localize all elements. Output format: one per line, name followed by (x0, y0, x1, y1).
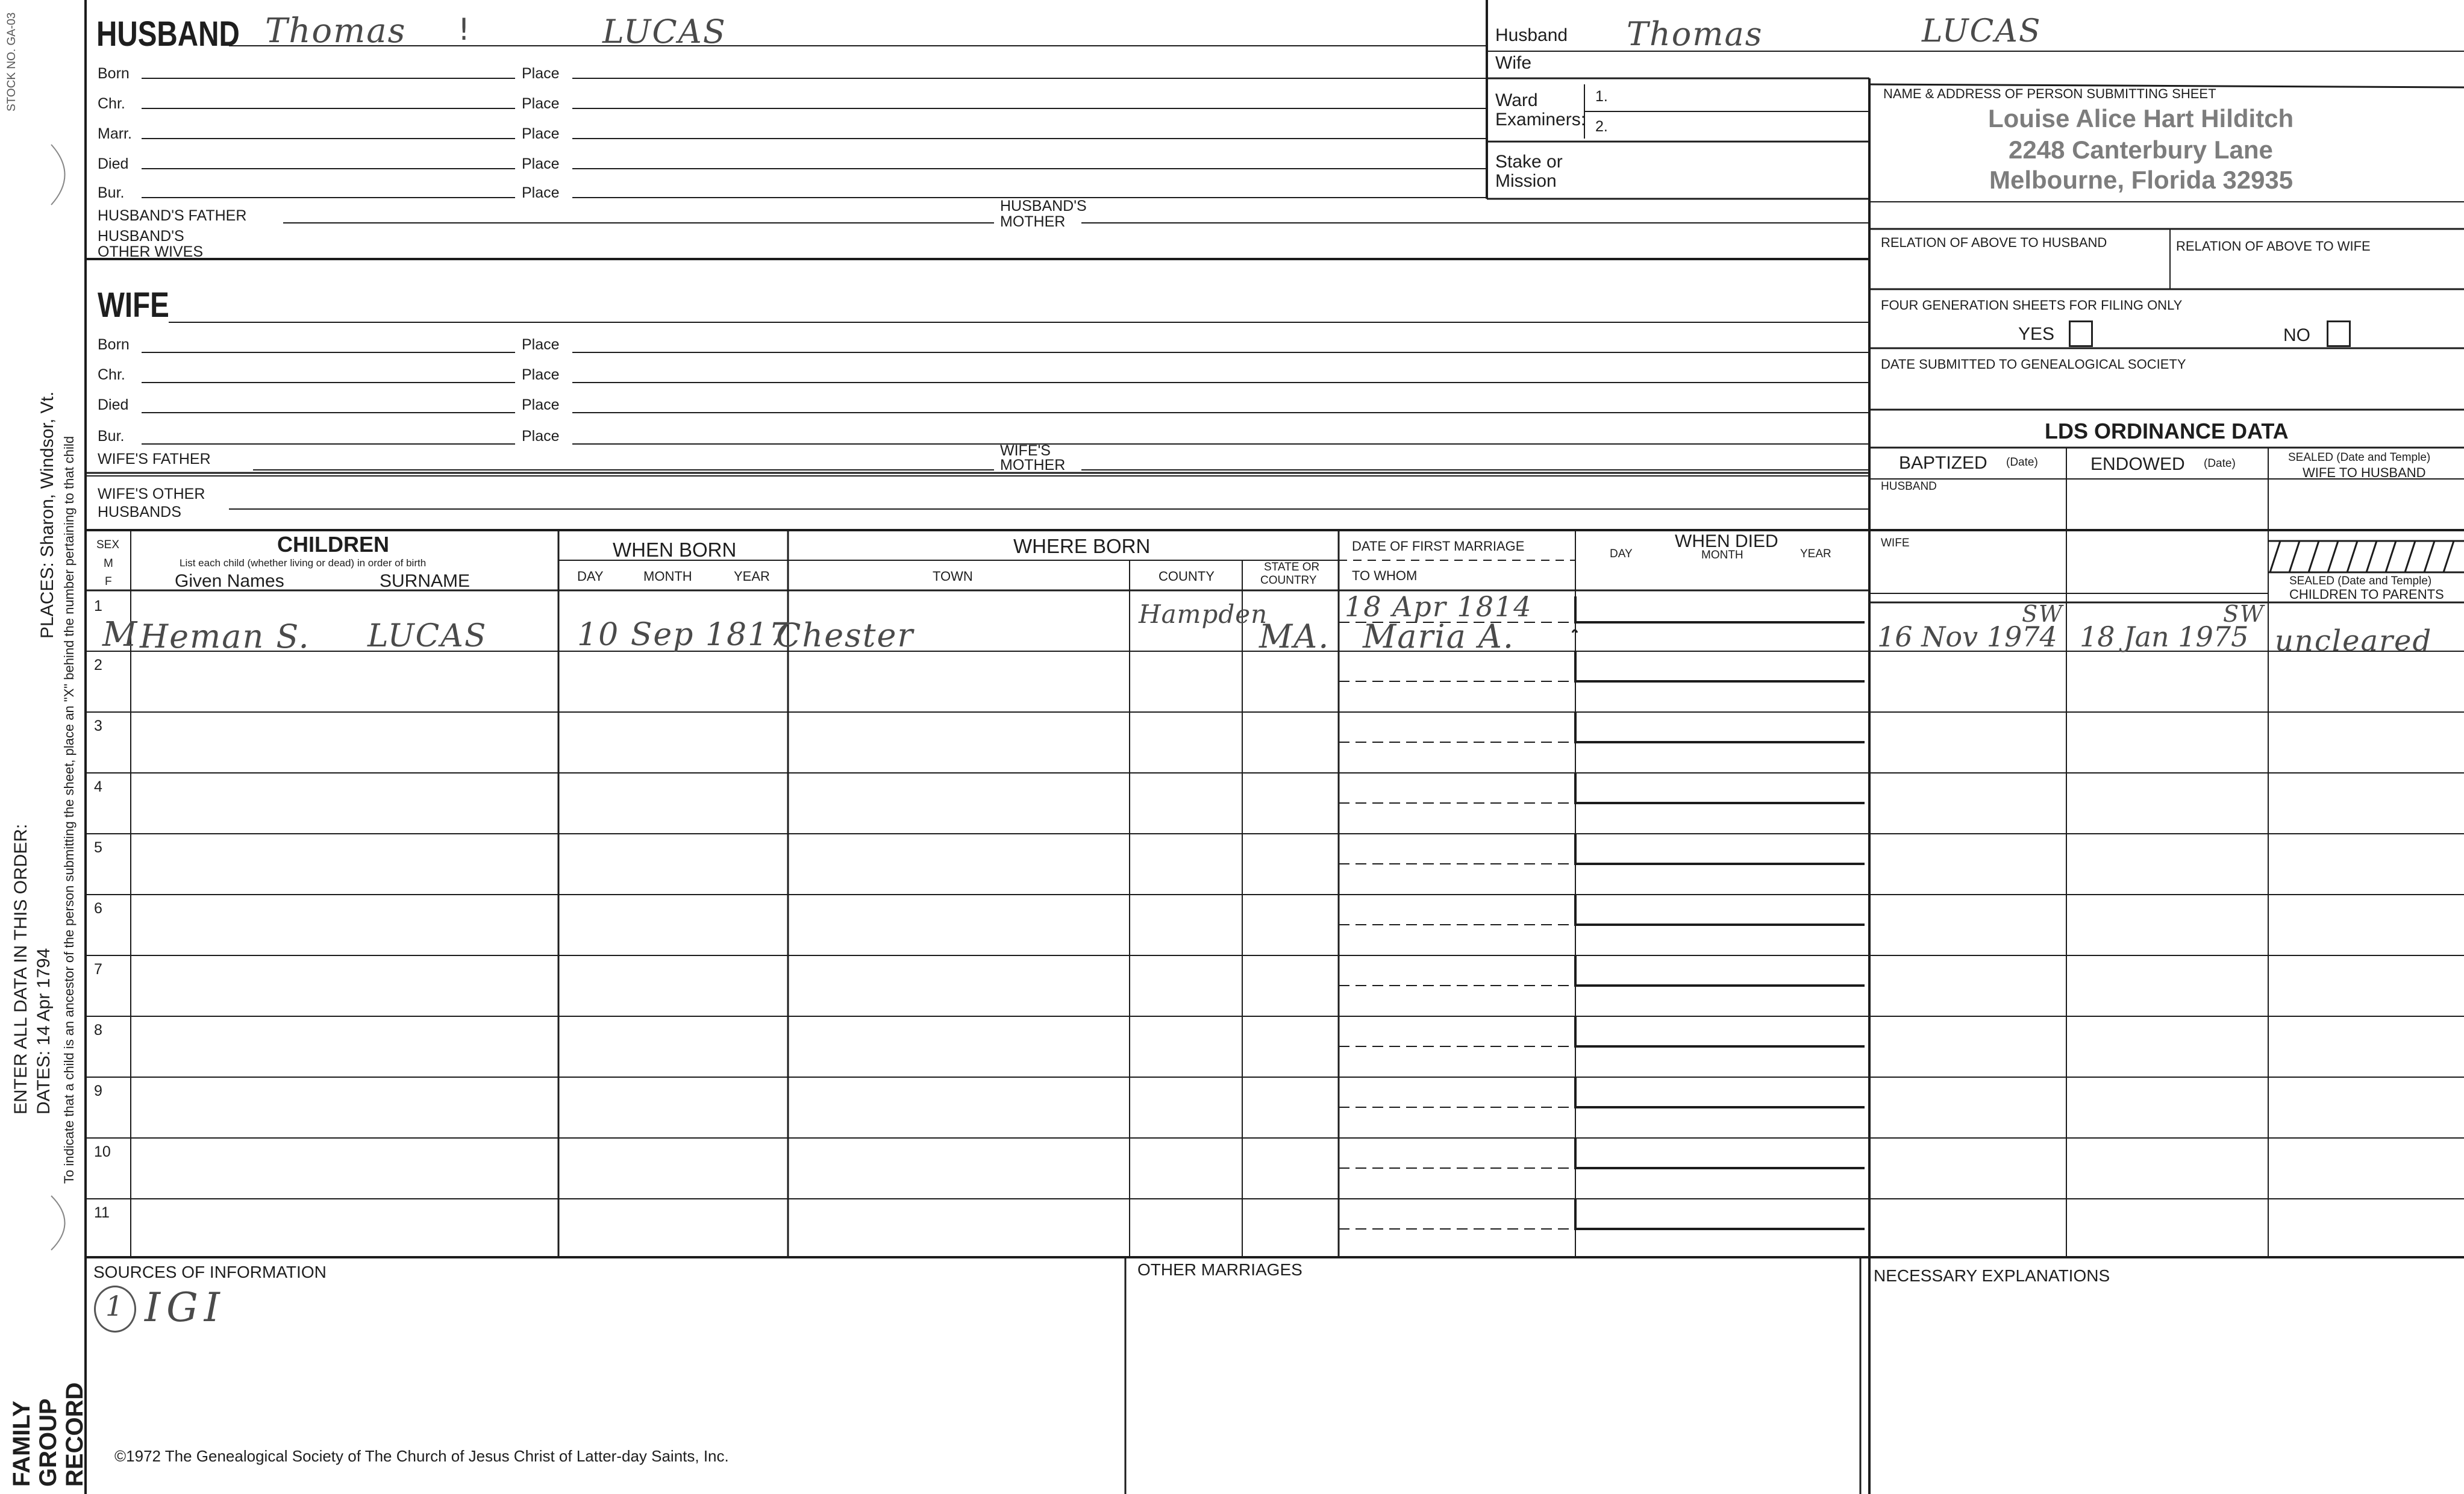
wife-died-place-label: Place (522, 396, 560, 413)
row-number: 7 (94, 961, 102, 978)
husband-born-place-label: Place (522, 65, 560, 82)
child1-sealed[interactable]: uncleared (2275, 624, 2433, 658)
sex-f: F (105, 575, 112, 588)
wife-mother-label-1: WIFE'S (1000, 442, 1051, 459)
family-group-record-line: FAMILY (8, 1401, 35, 1487)
husband-born-label: Born (98, 65, 130, 82)
lds-wife-label: WIFE (1881, 537, 1910, 549)
surname-header: SURNAME (380, 571, 471, 591)
sealed-children-header-2: CHILDREN TO PARENTS (2289, 587, 2444, 602)
yes-label: YES (2018, 324, 2055, 344)
examiner-2-number: 2. (1595, 118, 1608, 135)
source-1-number: 1 (105, 1290, 124, 1322)
child1-baptized-temple[interactable]: SW (2022, 601, 2064, 627)
died-day-header: DAY (1610, 548, 1633, 560)
child1-marriage-date[interactable]: 18 Apr 1814 (1345, 590, 1533, 623)
submitter-name[interactable]: Louise Alice Hart Hilditch (1988, 104, 2294, 133)
sources-label: SOURCES OF INFORMATION (93, 1263, 327, 1281)
no-checkbox[interactable] (2327, 320, 2351, 347)
husband-surname[interactable]: LUCAS (602, 13, 727, 51)
born-year-header: YEAR (734, 569, 770, 584)
row-number: 10 (94, 1143, 111, 1160)
husband-chr-label: Chr. (98, 95, 125, 112)
dates-example: DATES: 14 Apr 1794 (34, 948, 54, 1114)
wife-bur-label: Bur. (98, 428, 125, 445)
child1-given[interactable]: Heman S. (140, 617, 310, 655)
copyright-notice: ©1972 The Genealogical Society of The Church of Jesus Christ of Latter-day Saints, Inc. (114, 1447, 729, 1465)
husband-father-label: HUSBAND'S FATHER (98, 207, 247, 224)
died-year-header: YEAR (1800, 548, 1831, 560)
husband-other-wives-label-2: OTHER WIVES (98, 243, 204, 260)
row-number: 3 (94, 717, 102, 734)
state-header-2: COUNTRY (1260, 574, 1317, 587)
wife-other-husbands-label-2: HUSBANDS (98, 504, 181, 520)
wife-born-label: Born (98, 336, 130, 353)
family-group-record-line: GROUP (35, 1398, 61, 1487)
child1-sex[interactable]: M (102, 615, 139, 654)
necessary-explanations-label: NECESSARY EXPLANATIONS (1874, 1266, 2110, 1285)
child1-town[interactable]: Chester (776, 616, 915, 654)
yes-checkbox[interactable] (2069, 320, 2093, 347)
stock-number: STOCK NO. GA-03 (5, 12, 18, 111)
baptized-date-note: (Date) (2006, 456, 2038, 469)
husband-heading: HUSBAND (96, 14, 240, 54)
date-submitted-label: DATE SUBMITTED TO GENEALOGICAL SOCIETY (1881, 357, 2186, 372)
sealed-children-header-1: SEALED (Date and Temple) (2289, 575, 2432, 587)
child1-county[interactable]: Hampden (1139, 599, 1268, 629)
born-day-header: DAY (577, 569, 604, 584)
ward-husband-surname[interactable]: LUCAS (1922, 13, 2042, 49)
children-header: CHILDREN (277, 532, 389, 557)
town-header: TOWN (933, 569, 973, 584)
child1-to-whom[interactable]: Maria A. (1363, 617, 1515, 655)
husband-chr-place-label: Place (522, 95, 560, 112)
examiner-1-number: 1. (1595, 88, 1608, 105)
wife-chr-place-label: Place (522, 366, 560, 383)
husband-mother-label-2: MOTHER (1000, 213, 1066, 230)
ward-wife-label: Wife (1495, 53, 1531, 73)
husband-given-name-mark: ! (458, 12, 472, 47)
child1-baptized[interactable]: 16 Nov 1974 (1877, 620, 2057, 653)
other-marriages-label: OTHER MARRIAGES (1137, 1260, 1302, 1279)
child1-endowed[interactable]: 18 Jan 1975 (2080, 620, 2249, 653)
wife-died-label: Died (98, 396, 129, 413)
wife-other-husbands-label-1: WIFE'S OTHER (98, 486, 205, 502)
examiners-label: Examiners: (1495, 110, 1586, 130)
wife-chr-label: Chr. (98, 366, 125, 383)
child1-endowed-temple[interactable]: SW (2223, 601, 2265, 627)
row-number: 11 (94, 1204, 110, 1221)
family-group-record-title (8, 1383, 88, 1487)
endowed-date-note: (Date) (2204, 457, 2236, 470)
when-born-header: WHEN BORN (613, 539, 737, 561)
county-header: COUNTY (1159, 569, 1215, 584)
row-number: 6 (94, 900, 102, 917)
wife-heading: WIFE (98, 286, 169, 325)
source-number-circle (94, 1286, 136, 1333)
where-born-header: WHERE BORN (1013, 535, 1151, 557)
row-number: 5 (94, 839, 102, 856)
enter-all-data-label: ENTER ALL DATA IN THIS ORDER: (11, 824, 31, 1114)
given-names-header: Given Names (175, 571, 284, 591)
row-number: 1 (94, 598, 102, 614)
husband-died-label: Died (98, 155, 129, 172)
four-generation-label: FOUR GENERATION SHEETS FOR FILING ONLY (1881, 298, 2183, 313)
submitter-label: NAME & ADDRESS OF PERSON SUBMITTING SHEET (1883, 86, 2216, 101)
lds-title: LDS ORDINANCE DATA (2045, 419, 2289, 443)
husband-died-place-label: Place (522, 155, 560, 172)
husband-bur-label: Bur. (98, 184, 125, 201)
endowed-header: ENDOWED (2090, 454, 2185, 474)
husband-given-name[interactable]: Thomas (265, 11, 407, 51)
family-group-record-line: RECORD (61, 1382, 88, 1487)
first-marriage-header: DATE OF FIRST MARRIAGE (1352, 539, 1525, 554)
row-number: 2 (94, 657, 102, 674)
relation-to-wife-label: RELATION OF ABOVE TO WIFE (2176, 239, 2371, 254)
row-number: 8 (94, 1022, 102, 1039)
died-month-header: MONTH (1701, 549, 1743, 561)
stake-label: Stake or (1495, 152, 1563, 172)
wife-father-label: WIFE'S FATHER (98, 451, 211, 467)
born-month-header: MONTH (643, 569, 692, 584)
child1-surname[interactable]: LUCAS (367, 618, 487, 654)
ward-husband-label: Husband (1495, 25, 1568, 45)
to-whom-header: TO WHOM (1352, 568, 1418, 583)
husband-marr-place-label: Place (522, 125, 560, 142)
ancestor-note: To indicate that a child is an ancestor of the person submitting the sheet, place an "X" behind the number pertaining to that child (61, 436, 77, 1184)
source-1[interactable]: IGI (145, 1284, 226, 1331)
wife-born-place-label: Place (522, 336, 560, 353)
no-label: NO (2283, 325, 2310, 345)
places-example: PLACES: Sharon, Windsor, Vt. (37, 391, 57, 639)
state-header-1: STATE OR (1264, 561, 1320, 574)
husband-other-wives-label-1: HUSBAND'S (98, 228, 184, 245)
sealed-wife-header-2: WIFE TO HUSBAND (2303, 465, 2426, 480)
submitter-street[interactable]: 2248 Canterbury Lane (2009, 136, 2273, 164)
baptized-header: BAPTIZED (1899, 453, 1987, 473)
child1-born[interactable]: 10 Sep 1817 (577, 617, 790, 653)
child1-state[interactable]: MA. (1259, 617, 1330, 655)
sealed-wife-header-1: SEALED (Date and Temple) (2288, 451, 2431, 464)
relation-to-husband-label: RELATION OF ABOVE TO HUSBAND (1881, 235, 2107, 250)
husband-bur-place-label: Place (522, 184, 560, 201)
row-number: 9 (94, 1083, 102, 1099)
sex-m: M (104, 557, 113, 570)
husband-marr-label: Marr. (98, 125, 132, 142)
wife-mother-label-2: MOTHER (1000, 457, 1066, 474)
ward-husband-given[interactable]: Thomas (1627, 15, 1763, 53)
sex-header: SEX (96, 539, 120, 551)
row-number: 4 (94, 778, 102, 795)
mission-label: Mission (1495, 171, 1557, 191)
husband-mother-label-1: HUSBAND'S (1000, 198, 1087, 214)
when-died-header: WHEN DIED (1675, 531, 1778, 551)
wife-bur-place-label: Place (522, 428, 560, 445)
children-note: List each child (whether living or dead) in order of birth (180, 557, 427, 569)
submitter-city[interactable]: Melbourne, Florida 32935 (1989, 166, 2294, 194)
ward-label: Ward (1495, 90, 1538, 110)
lds-husband-label: HUSBAND (1881, 480, 1937, 493)
